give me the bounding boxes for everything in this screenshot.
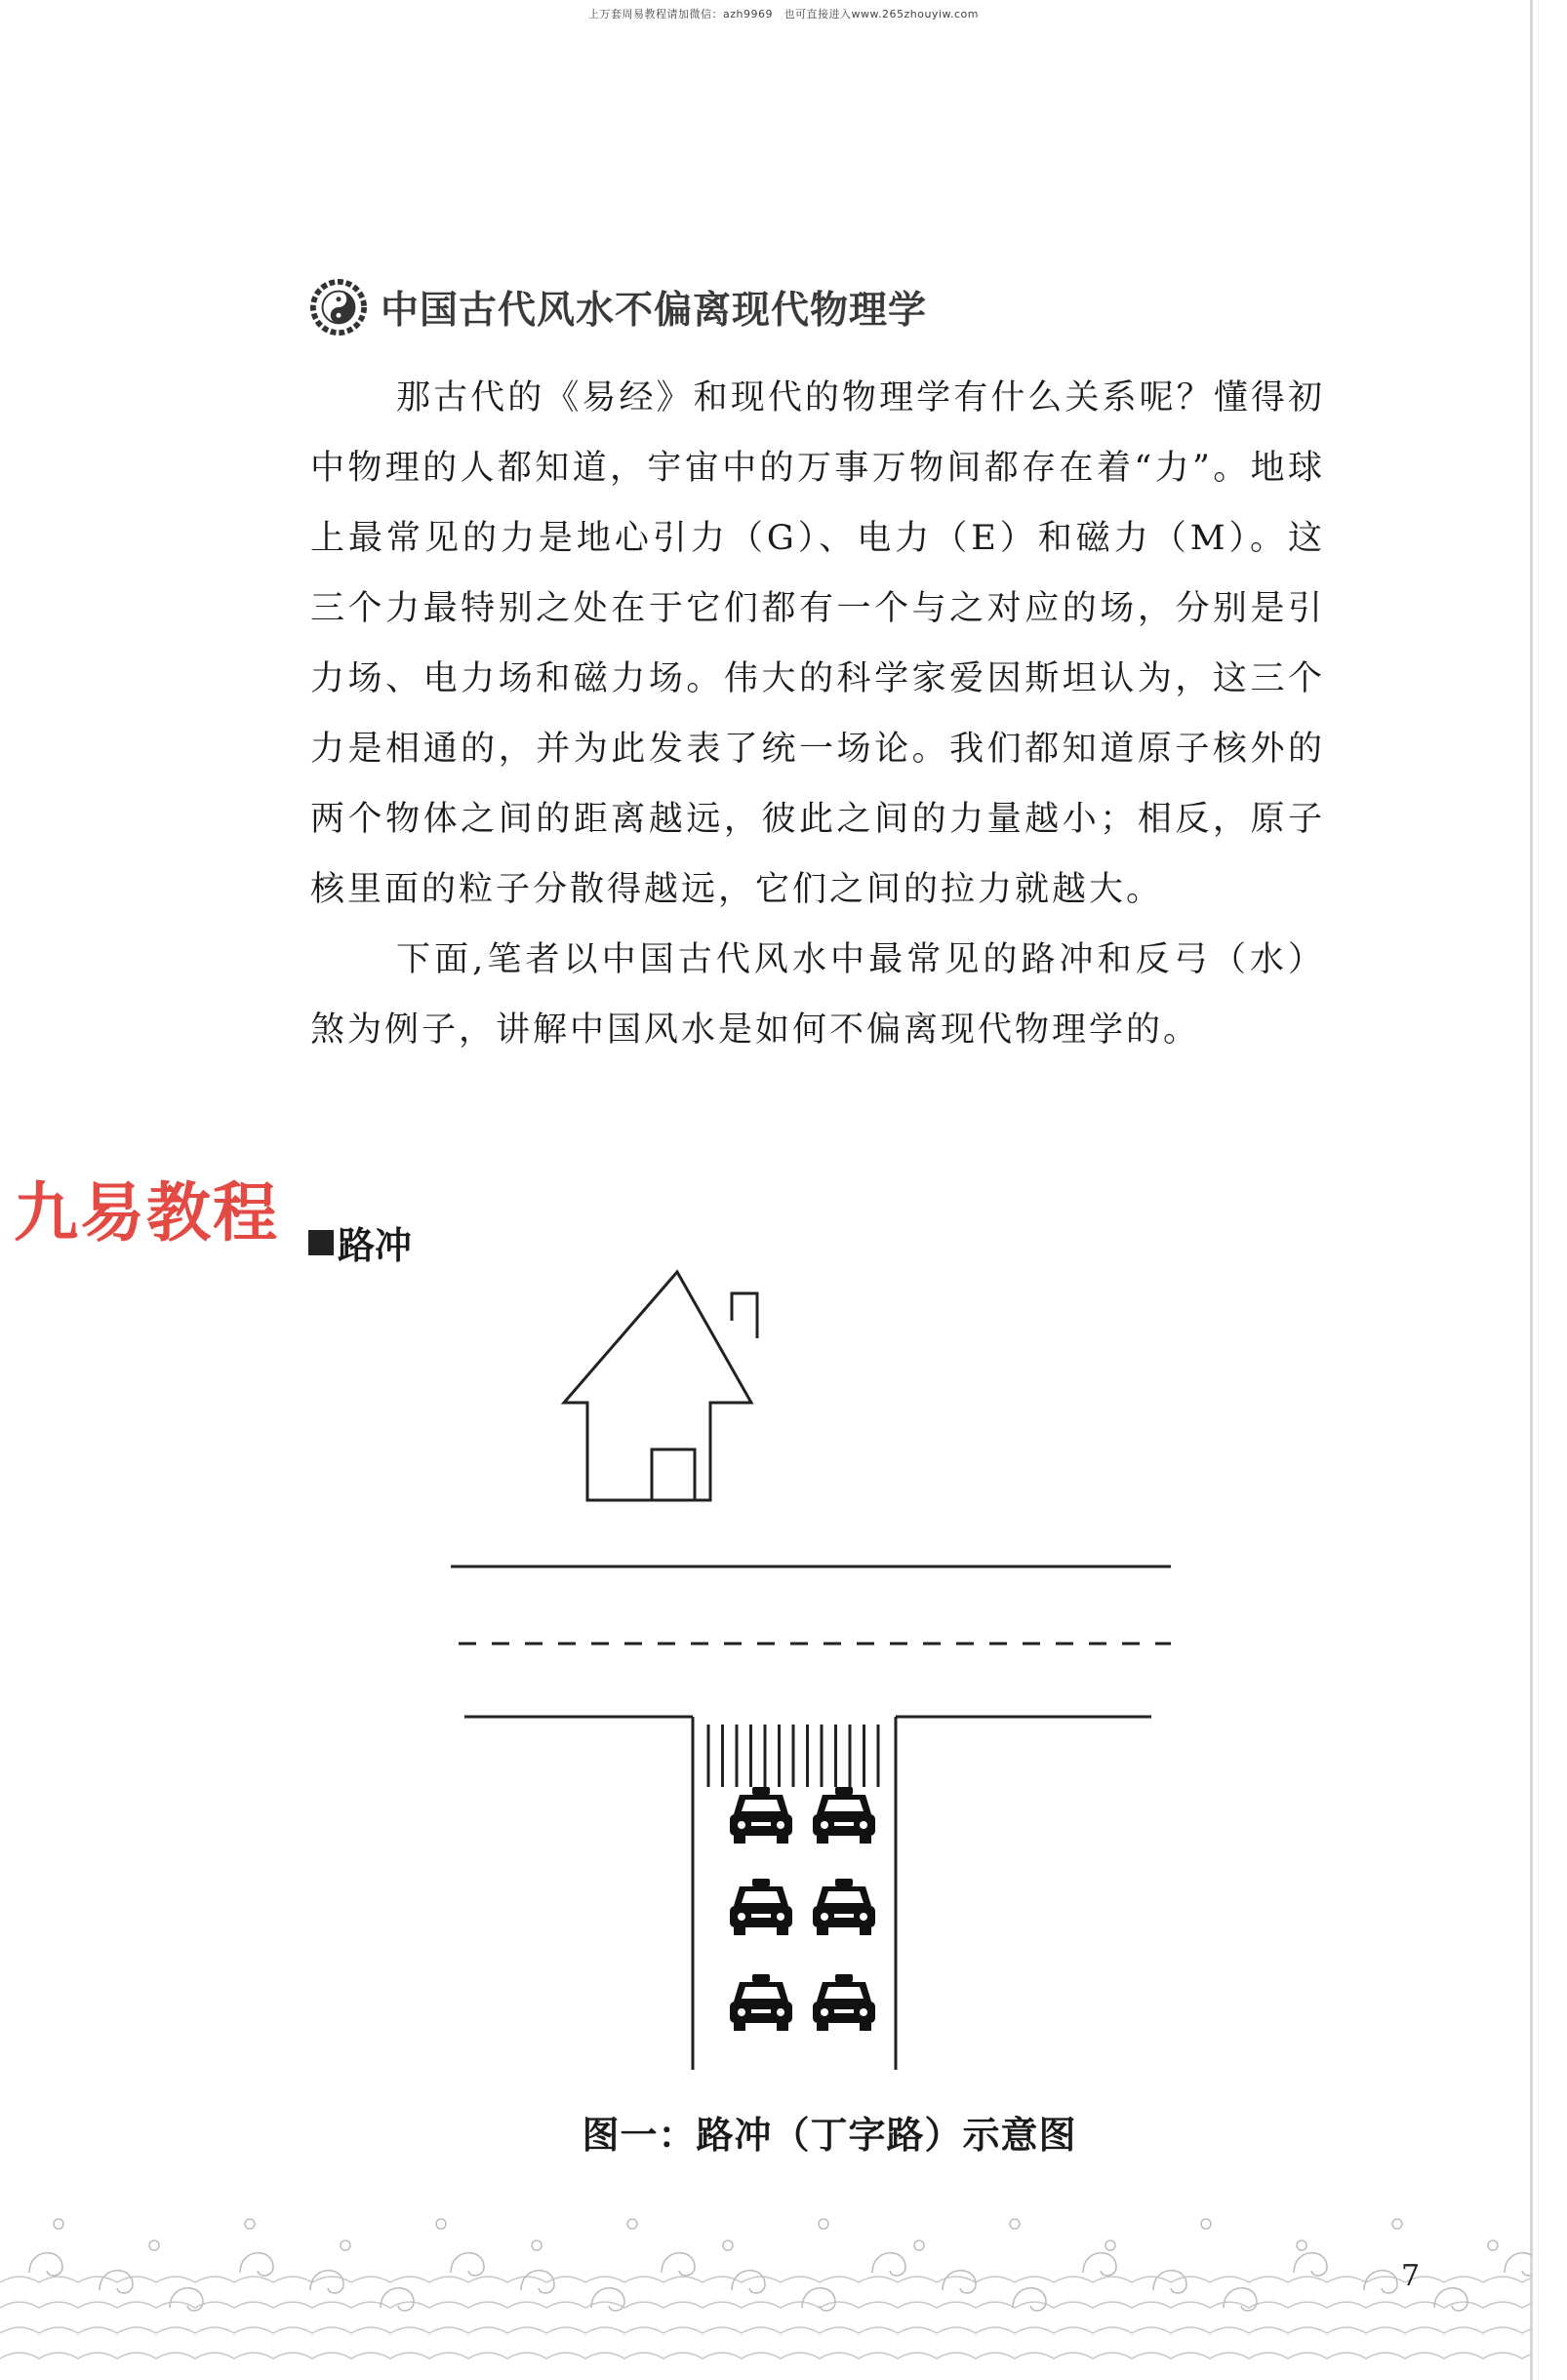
page-number: 7 [1401,2259,1421,2293]
wave-curl [521,2271,554,2293]
section-title: 中国古代风水不偏离现代物理学 [381,289,928,333]
wave-curl [1083,2253,1116,2276]
wave-curl [29,2253,62,2276]
car-icon [813,1879,875,1935]
page-edge-inner [1538,0,1539,2380]
wave-line [0,2353,1532,2359]
wave-curl [943,2271,976,2293]
foam-bubble [819,2219,828,2229]
section-heading [310,279,927,336]
watermark: 九易教程 [14,1175,279,1250]
wave-curl [872,2253,905,2276]
wave-curl [591,2288,624,2311]
subsection-title: 路冲 [338,1224,413,1267]
wave-curl [1434,2288,1467,2311]
foam-bubble [1297,2241,1306,2250]
foam-bubble [341,2241,350,2250]
foam-bubble [245,2219,255,2229]
foam-bubble [1392,2219,1402,2229]
wave-curl [451,2253,484,2276]
wave-curl [1505,2253,1532,2276]
square-bullet-icon [308,1230,334,1255]
wave-curl [240,2253,273,2276]
foam-bubble [149,2241,159,2250]
wave-curl [170,2288,203,2311]
subsection-heading [308,1215,412,1269]
foam-bubble [914,2241,924,2250]
wave-curl [310,2271,343,2293]
car-icon [730,1879,792,1935]
figure-caption: 图一：路冲（丁字路）示意图 [582,2114,1077,2157]
wave-curl [1364,2271,1397,2293]
foam-bubble [1105,2241,1115,2250]
top-banner: 上万套周易教程请加微信：azh9969 也可直接进入www.265zhouyiw.com [588,8,979,20]
page-edge [1530,0,1533,2380]
car-icon [813,1974,875,2031]
wave-curl [732,2271,765,2293]
crosswalk [708,1725,878,1787]
foam-bubble [532,2241,542,2250]
bagua-icon [310,279,367,336]
wave-curl [1013,2288,1046,2311]
paragraph: 下面,笔者以中国古代风水中最常见的路冲和反弓（水）煞为例子，讲解中国风水是如何不偏离现代物理学的。 [310,940,1325,1050]
foam-bubble [1201,2219,1211,2229]
foam-bubble [723,2241,733,2250]
car-icon [730,1787,792,1844]
paragraph: 那古代的《易经》和现代的物理学有什么关系呢？懂得初中物理的人都知道，宇宙中的万事万物间都存在着“力”。地球上最常见的力是地心引力（G）、电力（E）和磁力（M）。这三个力最特别之处在于它们都有一个与之对应的场，分别是引力场、电力场和磁力场。伟大的科学家爱因斯坦认为，这三个力是相通的，并为此发表了统一场论。我们都知道原子核外的两个物体之间的距离越远，彼此之间的力量越小；相反，原子核里面的粒子分散得越远，它们之间的拉力就越大。 [310,378,1325,909]
foam-bubble [54,2219,63,2229]
wave-pattern [0,2214,1532,2380]
foam-bubble [436,2219,446,2229]
wave-line [0,2302,1532,2308]
foam-bubble [627,2219,637,2229]
car-icon [813,1787,875,1844]
wave-curl [1224,2288,1257,2311]
wave-curl [1294,2253,1327,2276]
wave-curl [381,2288,414,2311]
cars [730,1787,875,2031]
wave-line [0,2327,1532,2333]
house-icon [564,1272,757,1500]
body-text [310,363,1325,1065]
wave-line [0,2277,1532,2282]
foam-bubble [1010,2219,1020,2229]
foam-bubble [1488,2241,1498,2250]
car-icon [730,1974,792,2031]
road-diagram [429,1268,1190,2087]
wave-curl [662,2253,695,2276]
